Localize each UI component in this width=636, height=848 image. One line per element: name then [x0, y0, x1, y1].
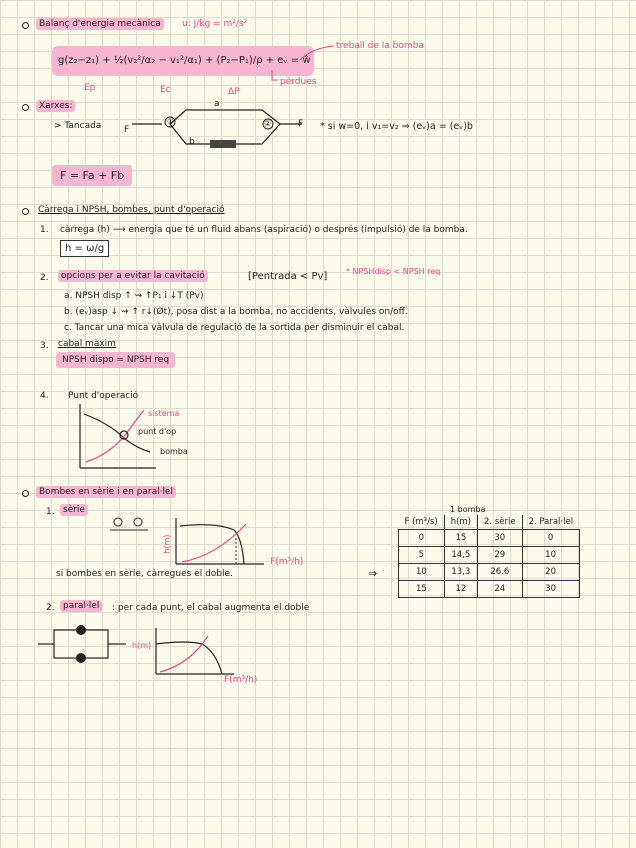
table-cell: 10 [399, 564, 445, 581]
series-axis-y: h(m) [162, 534, 172, 554]
table-header-row [399, 515, 580, 530]
table-cell: 15 [399, 581, 445, 598]
item-2-number: 2. [40, 273, 49, 283]
pump-table-caption: 1 bomba [450, 505, 486, 514]
table-cell: 30 [478, 530, 523, 547]
table-cell: 24 [478, 581, 523, 598]
serie-number: 1. [46, 507, 55, 517]
table-cell: 5 [399, 547, 445, 564]
serie-note: si bombes en sèrie, càrregues el doble. [56, 569, 233, 579]
table-cell: 12 [444, 581, 477, 598]
table-cell: 29 [478, 547, 523, 564]
pump-table [398, 515, 580, 598]
item-3-title: cabal màxim [58, 339, 116, 349]
item-4-title: Punt d'operació [68, 391, 139, 401]
bullet-icon [22, 104, 29, 111]
section-title-xarxes: Xarxes: [36, 102, 75, 111]
energy-formula: g(z₂−z₁) + ½(v₂²/α₂ − v₁²/α₁) + (P₂−P₁)/ρ + eᵥ = ŵ [58, 55, 311, 66]
table-cell: 30 [522, 581, 579, 598]
table-row [399, 547, 580, 564]
parallel-graph [156, 628, 236, 678]
item-1-number: 1. [40, 225, 49, 235]
serie-title: sèrie [60, 506, 88, 515]
section-title-energy-balance: Balanç d'energia mecànica [36, 20, 164, 29]
section-title-npsh: Càrrega i NPSH, bombes, punt d'operació [38, 205, 225, 215]
item-2-condition: [Pentrada < Pv] [248, 271, 328, 282]
h-formula: h = ω/g [60, 244, 109, 254]
flow-out-label: F [298, 119, 304, 129]
item-3-number: 3. [40, 341, 49, 351]
label-ec: Ec [160, 85, 171, 95]
branch-b-label: b [189, 137, 195, 147]
table-cell: 14,5 [444, 547, 477, 564]
series-graph [176, 518, 266, 568]
label-dp: ΔP [228, 87, 240, 97]
flow-formula: F = Fa + Fb [52, 170, 132, 181]
branch-a-label: a [214, 99, 220, 109]
label-perdues: pèrdues [280, 77, 317, 87]
bullet-icon [22, 490, 29, 497]
series-pump-icon [110, 516, 150, 536]
parallel-title: paral·lel [60, 602, 102, 611]
item-2-title: opcions per a evitar la cavitació [58, 272, 208, 281]
closed-network-diagram [120, 100, 320, 160]
table-row [399, 530, 580, 547]
table-row [399, 564, 580, 581]
parallel-note: : per cada punt, el cabal augmenta el doble [112, 603, 310, 613]
parallel-pump-icon [38, 624, 128, 664]
table-cell: 15 [444, 530, 477, 547]
parallel-axis-x: F(m³/h) [224, 675, 258, 685]
table-cell: 26.6 [478, 564, 523, 581]
label-punt-op: punt d'op [138, 427, 177, 436]
label-ep: Ep [84, 83, 96, 93]
node-2-label: ② [264, 119, 272, 128]
node-1-label: ① [167, 117, 175, 126]
table-row [399, 581, 580, 598]
item-1-text: càrrega (h) ⟶ energia que té un fluid abans (aspiració) o després (impulsió) de la bomba. [60, 225, 468, 235]
section-title-bombes: Bombes en sèrie i en paral·lel [36, 488, 176, 497]
table-header: h(m) [444, 515, 477, 530]
table-cell: 0 [522, 530, 579, 547]
bullet-icon [22, 208, 29, 215]
arrow-to-table: ⇒ [368, 567, 378, 580]
label-sistema: sistema [148, 409, 180, 418]
units-text: u: J/kg = m²/s² [182, 19, 248, 29]
parallel-axis-y: h(m) [132, 641, 152, 650]
item-4-number: 4. [40, 391, 49, 401]
table-header: 2. sèrie [478, 515, 523, 530]
parallel-number: 2. [46, 603, 55, 613]
tancada-label: > Tancada [54, 121, 102, 131]
item-3-formula: NPSH dispo = NPSH req [56, 356, 175, 365]
item-2-note: * NPSHdisp < NPSH req [346, 267, 441, 276]
table-cell: 10 [522, 547, 579, 564]
table-cell: 20 [522, 564, 579, 581]
network-condition: * si w=0, i v₁=v₂ ⇒ (eᵥ)a = (eᵥ)b [320, 121, 473, 132]
series-axis-x: F(m³/h) [270, 557, 304, 567]
table-header: 2. Paral·lel [528, 517, 574, 527]
flow-in-label: F [124, 125, 130, 135]
table-cell: 0 [399, 530, 445, 547]
table-cell: 13,3 [444, 564, 477, 581]
item-2c: c. Tancar una mica vàlvula de regulació de la sortida per disminuir el cabal. [64, 323, 405, 333]
label-treball: treball de la bomba [336, 41, 424, 51]
item-2b: b. (eᵥ)asp ↓ ⇝ ↑ r↓(Øt), posa dist a la bomba, no accidents, vàlvules on/off. [64, 307, 408, 317]
item-2a: a. NPSH disp ↑ ⇝ ↑P₁ i ↓T (Pv) [64, 291, 204, 301]
table-header: F (m³/s) [399, 515, 445, 530]
label-bomba: bomba [160, 447, 188, 456]
